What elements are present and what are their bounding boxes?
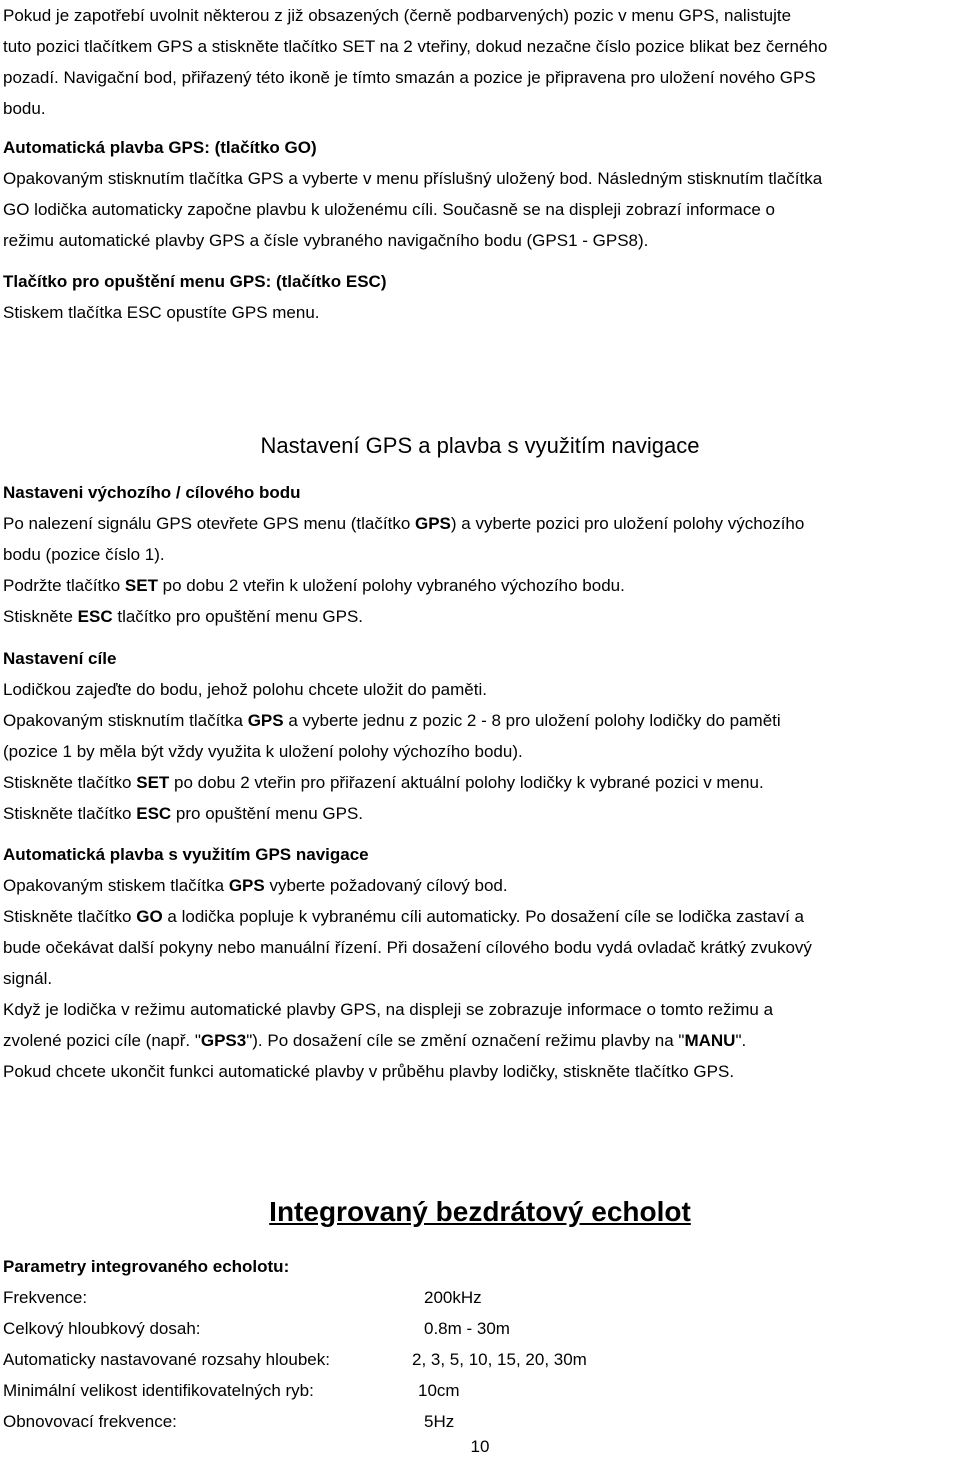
section-heading: Nastavení cíle: [3, 649, 117, 668]
text-line: GO lodička automaticky započne plavbu k uloženému cíli. Současně se na displeji zobrazí informace o: [3, 200, 776, 219]
section-heading: Parametry integrovaného echolotu:: [3, 1257, 290, 1276]
text-line: Lodičkou zajeďte do bodu, jehož polohu chcete uložit do paměti.: [3, 680, 487, 699]
echolot-params: [3, 1251, 957, 1437]
text-line: tuto pozici tlačítkem GPS a stiskněte tlačítko SET na 2 vteřiny, dokud nezačne číslo pozice blikat bez černého: [3, 37, 828, 56]
page-title: Nastavení GPS a plavba s využitím navigace: [260, 433, 700, 458]
param-value: 5Hz: [424, 1412, 455, 1431]
text-line: zvolené pozici cíle (např. "GPS3"). Po dosažení cíle se změní označení režimu plavby na "MANU".: [3, 1031, 747, 1050]
text-line: pozadí. Navigační bod, přiřazený této ikoně je tímto smazán a pozice je připravena pro uložení nového GPS: [3, 68, 816, 87]
text-line: bodu (pozice číslo 1).: [3, 545, 165, 564]
page-title: Integrovaný bezdrátový echolot: [269, 1196, 691, 1227]
param-row: [3, 1282, 957, 1313]
param-value: 10cm: [418, 1381, 460, 1400]
section-heading: Tlačítko pro opuštění menu GPS: (tlačítko ESC): [3, 272, 387, 291]
text-line: Stiskněte ESC tlačítko pro opuštění menu GPS.: [3, 607, 364, 626]
param-row: [3, 1313, 957, 1344]
text-line: Když je lodička v režimu automatické plavby GPS, na displeji se zobrazuje informace o tomto režimu a: [3, 1000, 774, 1019]
text-line: Stiskněte tlačítko SET po dobu 2 vteřin pro přiřazení aktuální polohy lodičky k vybrané pozici v menu.: [3, 773, 764, 792]
text-line: Stiskem tlačítka ESC opustíte GPS menu.: [3, 303, 320, 322]
param-value: 0.8m - 30m: [424, 1319, 510, 1338]
text-line: režimu automatické plavby GPS a čísle vybraného navigačního bodu (GPS1 - GPS8).: [3, 231, 649, 250]
text-line: signál.: [3, 969, 53, 988]
section-title-echolot: [3, 1196, 957, 1227]
param-value: 2, 3, 5, 10, 15, 20, 30m: [412, 1350, 587, 1369]
text-line: Opakovaným stisknutím tlačítka GPS a vyberte jednu z pozic 2 - 8 pro uložení polohy lodičky do paměti: [3, 711, 781, 730]
param-label: Celkový hloubkový dosah:: [3, 1319, 201, 1338]
auto-gps-section: [3, 132, 957, 256]
section-heading: Automatická plavba GPS: (tlačítko GO): [3, 138, 317, 157]
text-line: bude očekávat další pokyny nebo manuální řízení. Při dosažení cílového bodu vydá ovladač krátký zvukový: [3, 938, 812, 957]
param-row: [3, 1375, 957, 1406]
intro-paragraph: [3, 0, 957, 124]
section-heading: Nastaveni výchozího / cílového bodu: [3, 483, 301, 502]
text-line: Opakovaným stiskem tlačítka GPS vyberte požadovaný cílový bod.: [3, 876, 508, 895]
text-line: bodu.: [3, 99, 46, 118]
esc-section: [3, 266, 957, 328]
text-line: Pokud chcete ukončit funkci automatické plavby v průběhu plavby lodičky, stiskněte tlačítko GPS.: [3, 1062, 735, 1081]
section-heading: Automatická plavba s využitím GPS navigace: [3, 845, 369, 864]
page-number: 10: [470, 1437, 490, 1456]
param-label: Obnovovací frekvence:: [3, 1412, 177, 1431]
text-line: Podržte tlačítko SET po dobu 2 vteřin k uložení polohy vybraného výchozího bodu.: [3, 576, 625, 595]
text-line: Opakovaným stisknutím tlačítka GPS a vyberte v menu příslušný uložený bod. Následným stisknutím tlačítka: [3, 169, 823, 188]
start-point-section: [3, 477, 957, 632]
param-label: Minimální velikost identifikovatelných ryb:: [3, 1381, 314, 1400]
param-row: [3, 1344, 957, 1375]
section-title-gps: [3, 430, 957, 461]
text-line: Stiskněte tlačítko GO a lodička popluje k vybranému cíli automaticky. Po dosažení cíle se lodička zastaví a: [3, 907, 804, 926]
param-label: Automaticky nastavované rozsahy hloubek:: [3, 1350, 330, 1369]
param-label: Frekvence:: [3, 1288, 88, 1307]
text-line: (pozice 1 by měla být vždy využita k uložení polohy výchozího bodu).: [3, 742, 523, 761]
navigation-section: [3, 839, 957, 1087]
text-line: Pokud je zapotřebí uvolnit některou z již obsazených (černě podbarvených) pozic v menu GPS, nalistujte: [3, 6, 792, 25]
target-section: [3, 643, 957, 829]
text-line: Po nalezení signálu GPS otevřete GPS menu (tlačítko GPS) a vyberte pozici pro uložení polohy výchozího: [3, 514, 805, 533]
text-line: Stiskněte tlačítko ESC pro opuštění menu GPS.: [3, 804, 364, 823]
param-value: 200kHz: [424, 1288, 482, 1307]
